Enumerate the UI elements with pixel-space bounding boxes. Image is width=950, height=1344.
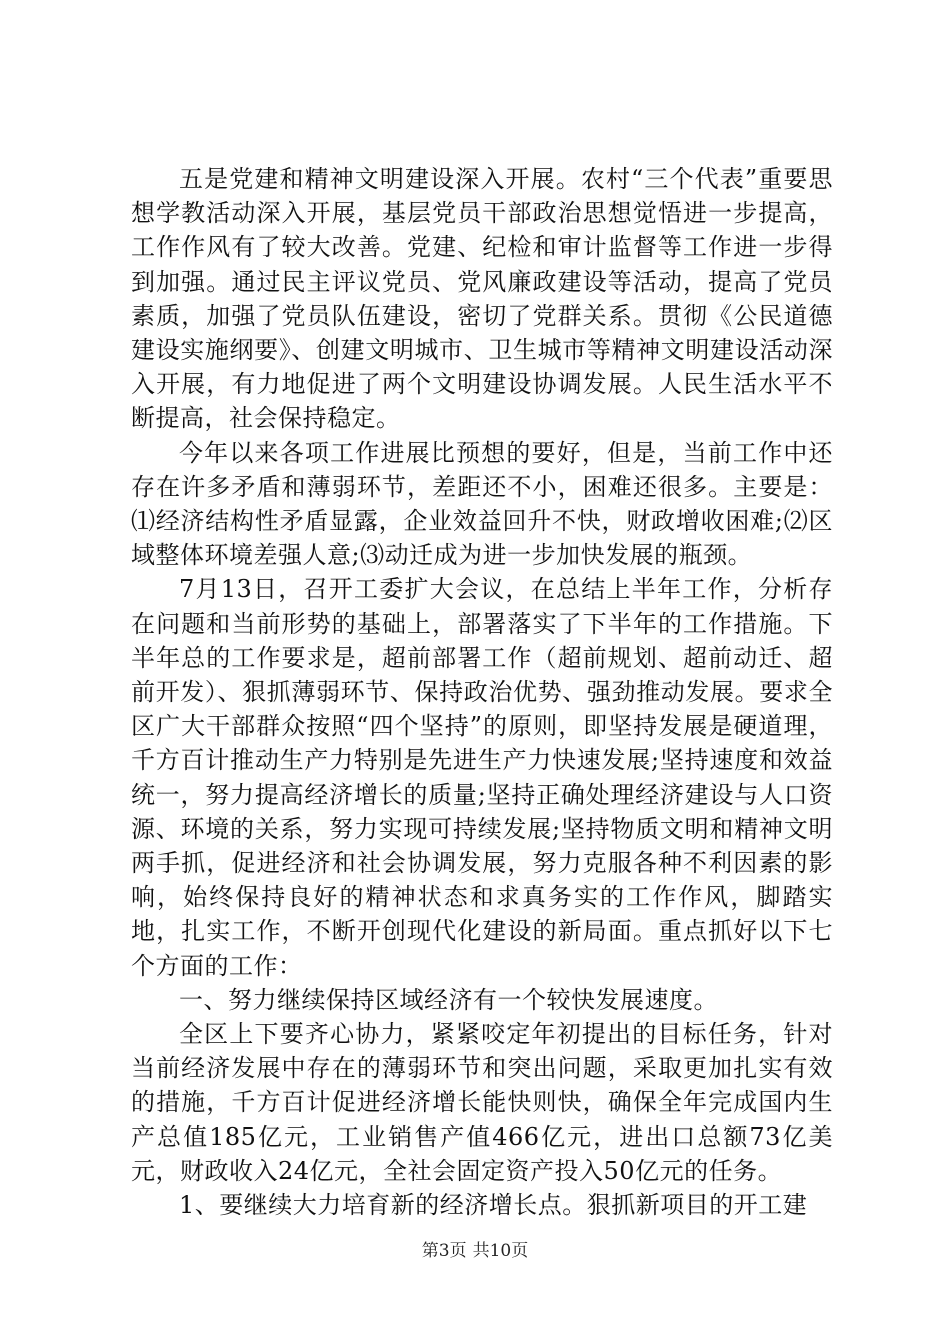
paragraph-growth-points: 1、要继续大力培育新的经济增长点。狠抓新项目的开工建	[179, 1191, 808, 1220]
page-number-total: 共10页	[472, 1241, 529, 1261]
paragraph-targets: 全区上下要齐心协力，紧紧咬定年初提出的目标任务，针对当前经济发展中存在的薄弱环节和突出问题，采取更加扎实有效的措施，千方百计促进经济增长能快则快，确保全年完成国内生产总值185亿元，工业销售产值466亿元，进出口总额73亿美元，财政收入24亿元，全社会固定资产投入50亿元的任务。	[131, 1020, 833, 1185]
paragraph-problems: 今年以来各项工作进展比预想的要好，但是，当前工作中还存在许多矛盾和薄弱环节，差距还不小，困难还很多。主要是：⑴经济结构性矛盾显露，企业效益回升不快，财政增收困难;⑵区域整体环境差强人意;⑶动迁成为进一步加快发展的瓶颈。	[131, 438, 833, 570]
page-footer	[0, 1240, 950, 1262]
paragraph-party-building: 五是党建和精神文明建设深入开展。农村“三个代表”重要思想学教活动深入开展，基层党员干部政治思想觉悟进一步提高，工作作风有了较大改善。党建、纪检和审计监督等工作进一步得到加强。通过民主评议党员、党风廉政建设等活动，提高了党员素质，加强了党员队伍建设，密切了党群关系。贯彻《公民道德建设实施纲要》、创建文明城市、卫生城市等精神文明建设活动深入开展，有力地促进了两个文明建设协调发展。人民生活水平不断提高，社会保持稳定。	[131, 165, 833, 433]
paragraph-meeting: 7月13日，召开工委扩大会议，在总结上半年工作，分析存在问题和当前形势的基础上，部署落实了下半年的工作措施。下半年总的工作要求是，超前部署工作（超前规划、超前动迁、超前开发）、狠抓薄弱环节、保持政治优势、强劲推动发展。要求全区广大干部群众按照“四个坚持”的原则，即坚持发展是硬道理，千方百计推动生产力特别是先进生产力快速发展;坚持速度和效益统一，努力提高经济增长的质量;坚持正确处理经济建设与人口资源、环境的关系，努力实现可持续发展;坚持物质文明和精神文明两手抓，促进经济和社会协调发展，努力克服各种不利因素的影响，始终保持良好的精神状态和求真务实的工作作风，脚踏实地，扎实工作，不断开创现代化建设的新局面。重点抓好以下七个方面的工作：	[131, 575, 833, 980]
document-body	[131, 162, 833, 1222]
page-number-current: 第3页	[421, 1241, 467, 1261]
section-heading-economy: 一、努力继续保持区域经济有一个较快发展速度。	[179, 985, 718, 1014]
